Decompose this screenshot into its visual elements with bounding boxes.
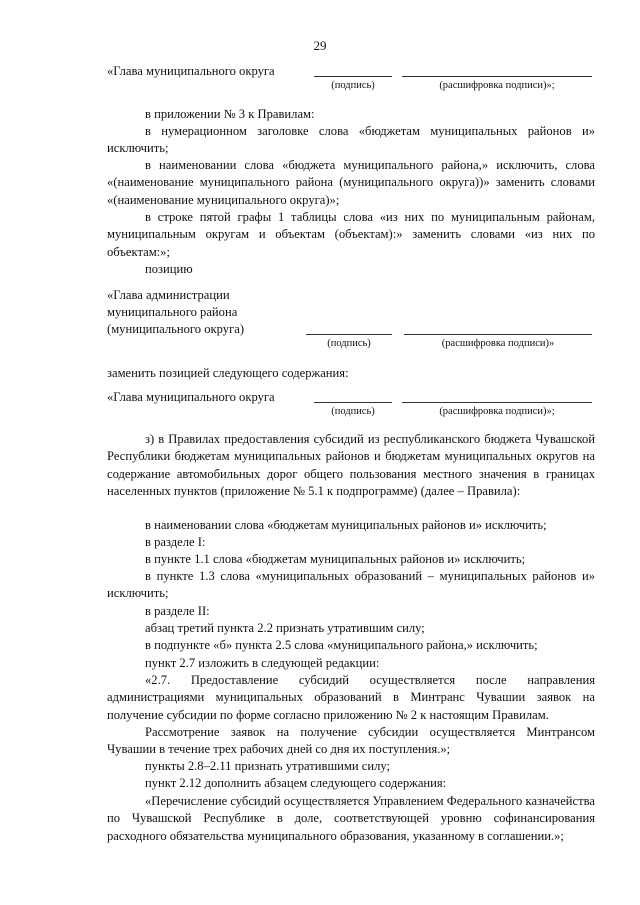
signature-label: (муниципального округа) [107,322,245,336]
paragraph: пункты 2.8–2.11 признать утратившими силу; [145,759,390,773]
paragraph: з) в Правилах предоставления субсидий из республиканского бюджета Чувашской Республики бюджетам муниципальных районов и бюджетам муниципальных округов на содержание автомобильных дорог общего пользования местного значения в границах населенных пунктов (приложение № 5.1 к подпрограмме) (далее – Правила): [107,432,595,498]
signature-caption: (подпись) [331,406,375,417]
paragraph: в разделе II: [145,604,210,618]
paragraph: в пункте 1.1 слова «бюджетам муниципальных районов и» исключить; [145,552,526,566]
signature-line [306,334,392,335]
decode-line [402,76,592,77]
paragraph: пункт 2.7 изложить в следующей редакции: [145,656,380,670]
paragraph: в пункте 1.3 слова «муниципальных образований – муниципальных районов и» исключить; [107,569,595,601]
decode-caption: (расшифровка подписи)» [441,338,555,349]
signature-label: «Глава муниципального округа [107,390,275,404]
signature-caption: (подпись) [331,80,375,91]
decode-caption: (расшифровка подписи)»; [439,80,555,91]
paragraph: Рассмотрение заявок на получение субсидии осуществляется Минтрансом Чувашии в течение трех рабочих дней со дня их поступления.»; [107,725,595,757]
signature-line [314,402,392,403]
paragraph: позицию [145,262,193,276]
paragraph: заменить позицией следующего содержания: [107,366,349,380]
paragraph: в наименовании слова «бюджетам муниципальных районов и» исключить; [145,518,547,532]
signature-label: муниципального района [107,305,238,319]
signature-line [314,76,392,77]
paragraph: в наименовании слова «бюджета муниципального района,» исключить, слова «(наименование муниципального района (муниципального округа))» заменить словами «(наименование муниципального округа)»; [107,158,595,207]
paragraph: «2.7. Предоставление субсидий осуществляется после направления администрациями муниципальных образований в Минтранс Чувашии заявок на получение субсидии по форме согласно приложению № 2 к настоящим Правилам. [107,673,595,722]
paragraph: «Перечисление субсидий осуществляется Управлением Федерального казначейства по Чувашской Республике в доле, соответствующей уровню софинансирования расходного обязательства муниципального образования, указанному в соглашении.»; [107,794,595,843]
paragraph: пункт 2.12 дополнить абзацем следующего содержания: [145,776,447,790]
signature-caption: (подпись) [327,338,371,349]
paragraph: абзац третий пункта 2.2 признать утратившим силу; [145,621,425,635]
paragraph: в разделе I: [145,535,206,549]
paragraph: в строке пятой графы 1 таблицы слова «из них по муниципальным районам, муниципальным округам и объектам (объектам):» заменить словами «из них по объектам:»; [107,210,595,259]
signature-label: «Глава администрации [107,288,230,302]
signature-label: «Глава муниципального округа [107,64,275,78]
page-number: 29 [313,38,327,53]
paragraph: в подпункте «б» пункта 2.5 слова «муниципального района,» исключить; [145,638,538,652]
decode-line [404,334,592,335]
paragraph: в нумерационном заголовке слова «бюджетам муниципальных районов и» исключить; [107,124,595,156]
paragraph: в приложении № 3 к Правилам: [145,107,315,121]
decode-line [402,402,592,403]
decode-caption: (расшифровка подписи)»; [439,406,555,417]
